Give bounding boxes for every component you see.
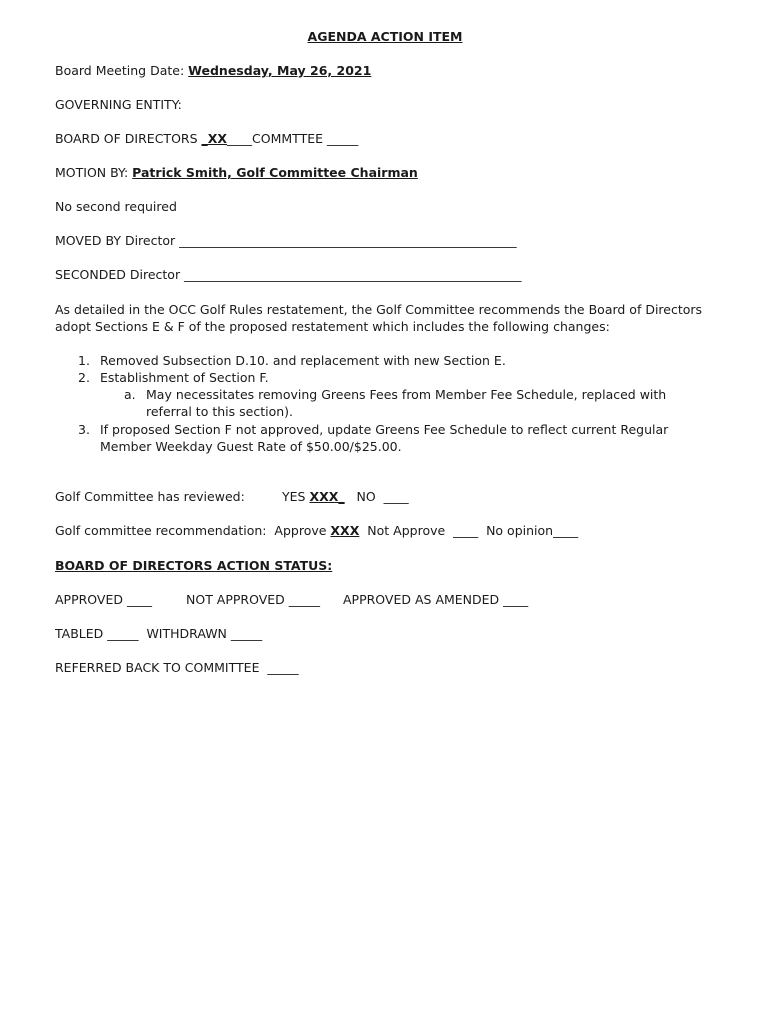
governing-entity-label: GOVERNING ENTITY:	[55, 97, 182, 112]
list-number: 2.	[78, 370, 90, 385]
motion-by-line	[55, 164, 418, 181]
board-of-directors-line	[55, 130, 358, 147]
recommendation-rest: Not Approve ____ No opinion____	[359, 523, 579, 538]
reviewed-no: NO ____	[344, 489, 409, 504]
not-approved-field: NOT APPROVED _____	[186, 592, 321, 607]
recommendation-value: XXX	[330, 523, 360, 538]
motion-label: MOTION BY:	[55, 165, 133, 180]
recommendation-line	[55, 522, 578, 539]
bod-label: BOARD OF DIRECTORS	[55, 131, 202, 146]
seconded-line: SECONDED Director ______________________________________________________	[55, 267, 522, 282]
reviewed-label: Golf Committee has reviewed:	[55, 489, 245, 504]
meeting-date-value: Wednesday, May 26, 2021	[188, 63, 372, 78]
approved-amended-field: APPROVED AS AMENDED ____	[343, 592, 529, 607]
list-number: 3.	[78, 422, 90, 437]
list-number: 1.	[78, 353, 90, 368]
reviewed-yes-value: XXX_	[309, 489, 345, 504]
bod-rest: ____COMMTTEE _____	[227, 131, 359, 146]
list-item-text: If proposed Section F not approved, update Greens Fee Schedule to reflect current Regular Member Weekday Guest Rate of $50.00/$25.00.	[100, 422, 669, 454]
motion-value: Patrick Smith, Golf Committee Chairman	[132, 165, 418, 180]
intro-paragraph: As detailed in the OCC Golf Rules restatement, the Golf Committee recommends the Board of Directors adopt Sections E & F of the proposed restatement which includes the following changes:	[55, 302, 703, 334]
moved-by-line: MOVED BY Director ______________________________________________________	[55, 233, 517, 248]
bod-value: _XX	[201, 131, 228, 146]
approved-field: APPROVED ____	[55, 592, 152, 607]
status-heading: BOARD OF DIRECTORS ACTION STATUS:	[55, 558, 333, 573]
document-title: AGENDA ACTION ITEM	[307, 29, 463, 44]
referred-back-line: REFERRED BACK TO COMMITTEE _____	[55, 660, 299, 675]
list-item-text: Establishment of Section F.	[100, 370, 269, 385]
sublist-number: a.	[124, 387, 136, 402]
sublist-item-text: May necessitates removing Greens Fees from Member Fee Schedule, replaced with referral to this section).	[146, 387, 667, 419]
list-item-text: Removed Subsection D.10. and replacement with new Section E.	[100, 353, 506, 368]
reviewed-yes-label: YES	[282, 489, 310, 504]
reviewed-answer	[282, 488, 409, 505]
meeting-date-line	[55, 62, 371, 79]
tabled-withdrawn-line: TABLED _____ WITHDRAWN _____	[55, 626, 263, 641]
no-second-text: No second required	[55, 199, 177, 214]
meeting-date-label: Board Meeting Date:	[55, 63, 189, 78]
recommendation-label: Golf committee recommendation: Approve	[55, 523, 331, 538]
